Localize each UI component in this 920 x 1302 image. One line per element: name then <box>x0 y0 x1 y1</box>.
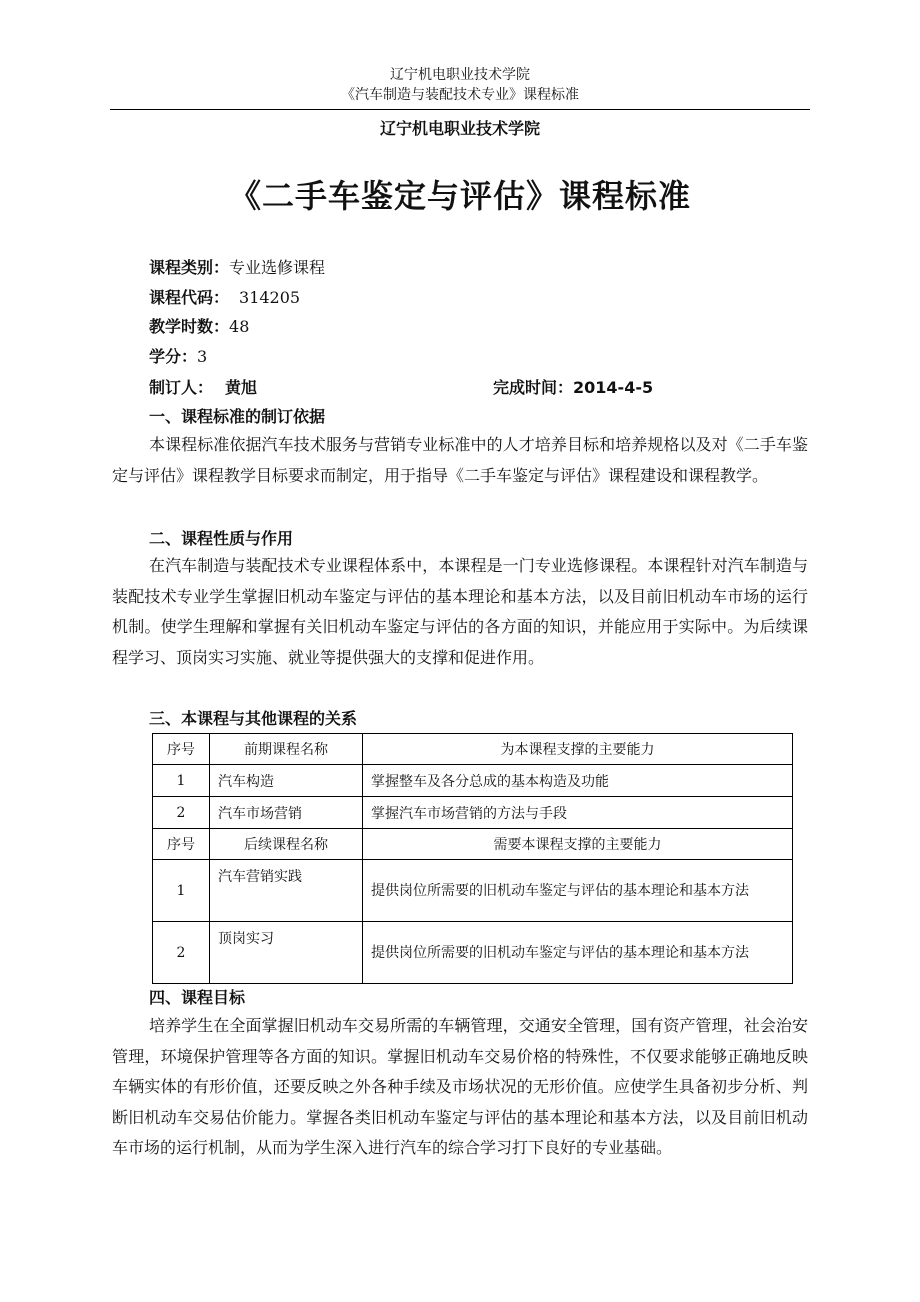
meta-author-value: 黄旭 <box>225 378 258 397</box>
table-cell: 提供岗位所需要的旧机动车鉴定与评估的基本理论和基本方法 <box>363 860 793 922</box>
section-4-text: 培养学生在全面掌握旧机动车交易所需的车辆管理，交通安全管理，国有资产管理，社会治安管理，环境保护管理等各方面的知识。掌握旧机动车交易价格的特殊性，不仅要求能够正确地反映车辆实体的有形价值，还要反映之外各种手续及市场状况的无形价值。应使学生具备初步分析、判断旧机动车交易估价能力。掌握各类旧机动车鉴定与评估的基本理论和基本方法，以及目前旧机动车市场的运行机制，从而为学生深入进行汽车的综合学习打下良好的专业基础。 <box>112 1016 808 1157</box>
running-header-course: 《汽车制造与装配技术专业》课程标准 <box>341 87 579 103</box>
table-cell: 顶岗实习 <box>210 922 363 984</box>
table-cell: 汽车构造 <box>210 765 363 797</box>
table-cell: 2 <box>153 797 210 829</box>
meta-hours <box>149 316 249 338</box>
table-header-cell: 需要本课程支撑的主要能力 <box>363 829 793 860</box>
table-cell: 掌握整车及各分总成的基本构造及功能 <box>363 765 793 797</box>
table-row <box>153 797 793 829</box>
table-row <box>153 922 793 984</box>
meta-hours-key: 教学时数： <box>149 317 230 336</box>
table-header-row <box>153 734 793 765</box>
school-name: 辽宁机电职业技术学院 <box>379 119 540 138</box>
table-header-row <box>153 829 793 860</box>
meta-date-key: 完成时间： <box>493 378 574 397</box>
table-cell: 提供岗位所需要的旧机动车鉴定与评估的基本理论和基本方法 <box>363 922 793 984</box>
table-cell: 2 <box>153 922 210 984</box>
course-relations-table <box>152 733 793 984</box>
section-1-text: 本课程标准依据汽车技术服务与营销专业标准中的人才培养目标和培养规格以及对《二手车鉴定与评估》课程教学目标要求而制定，用于指导《二手车鉴定与评估》课程建设和课程教学。 <box>112 435 808 485</box>
meta-date-value: 2014-4-5 <box>573 378 654 397</box>
table-row <box>153 860 793 922</box>
table-header-cell: 前期课程名称 <box>210 734 363 765</box>
header-divider <box>110 109 810 110</box>
section-1-heading: 一、课程标准的制订依据 <box>149 407 326 426</box>
meta-hours-value: 48 <box>229 317 250 336</box>
meta-credits-value: 3 <box>197 347 208 366</box>
meta-author <box>149 377 257 399</box>
meta-category-key: 课程类别： <box>149 258 230 277</box>
meta-code-value: 314205 <box>239 288 301 307</box>
table-row <box>153 765 793 797</box>
section-3-heading: 三、本课程与其他课程的关系 <box>149 709 358 728</box>
table-cell: 掌握汽车市场营销的方法与手段 <box>363 797 793 829</box>
section-2-heading: 二、课程性质与作用 <box>149 529 294 548</box>
meta-date <box>493 377 653 399</box>
section-4-heading: 四、课程目标 <box>149 988 246 1007</box>
meta-credits-key: 学分： <box>149 347 198 366</box>
page-title: 《二手车鉴定与评估》课程标准 <box>228 177 691 215</box>
table-cell: 汽车营销实践 <box>210 860 363 922</box>
table-header-cell: 后续课程名称 <box>210 829 363 860</box>
table-cell: 汽车市场营销 <box>210 797 363 829</box>
table-header-cell: 为本课程支撑的主要能力 <box>363 734 793 765</box>
table-cell: 1 <box>153 860 210 922</box>
table-header-cell: 序号 <box>153 734 210 765</box>
table-header-cell: 序号 <box>153 829 210 860</box>
table-cell: 1 <box>153 765 210 797</box>
meta-credits <box>149 346 207 368</box>
meta-code <box>149 287 300 309</box>
running-header-school: 辽宁机电职业技术学院 <box>390 67 530 83</box>
meta-code-key: 课程代码： <box>149 288 230 307</box>
meta-category <box>149 257 325 279</box>
meta-author-key: 制订人： <box>149 378 214 397</box>
meta-category-value: 专业选修课程 <box>229 258 326 277</box>
section-2-text: 在汽车制造与装配技术专业课程体系中，本课程是一门专业选修课程。本课程针对汽车制造与装配技术专业学生掌握旧机动车鉴定与评估的基本理论和基本方法，以及目前旧机动车市场的运行机制。使学生理解和掌握有关旧机动车鉴定与评估的各方面的知识，并能应用于实际中。为后续课程学习、顶岗实习实施、就业等提供强大的支撑和促进作用。 <box>112 556 808 667</box>
